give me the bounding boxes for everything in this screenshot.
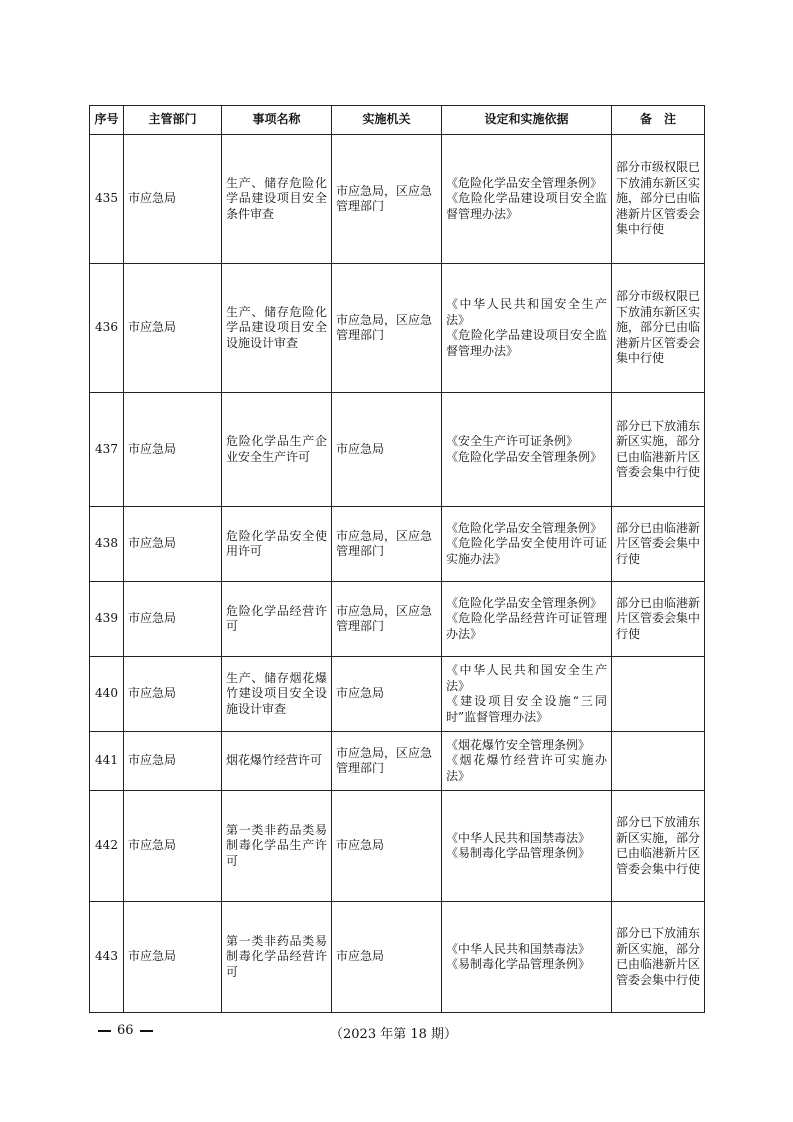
note-cell: [612, 657, 705, 732]
table-row: [90, 657, 705, 732]
org-cell: 市应急局: [332, 791, 442, 902]
basis-line: 《安全生产许可证条例》: [446, 434, 579, 448]
row-number: 438: [90, 507, 124, 582]
item-name-cell: 生产、储存危险化学品建设项目安全设施设计审查: [222, 264, 332, 393]
basis-line: 《危险化学品安全管理条例》: [446, 449, 603, 464]
note-cell: [612, 732, 705, 791]
dept-cell: 市应急局: [124, 393, 222, 507]
basis-line: 《中华人民共和国安全生产法》: [446, 663, 607, 693]
dept-cell: 市应急局: [124, 264, 222, 393]
note-cell: 部分市级权限已下放浦东新区实施，部分已由临港新片区管委会集中行使: [612, 135, 705, 264]
table-row: [90, 791, 705, 902]
table-row: [90, 902, 705, 1013]
org-cell: 市应急局，区应急管理部门: [332, 507, 442, 582]
basis-cell: [442, 732, 612, 791]
basis-line: 《危险化学品建设项目安全监督管理办法》: [446, 191, 607, 221]
basis-line: 《中华人民共和国禁毒法》: [446, 941, 591, 956]
note-cell: 部分市级权限已下放浦东新区实施，部分已由临港新片区管委会集中行使: [612, 264, 705, 393]
dept-cell: 市应急局: [124, 791, 222, 902]
header-org: 实施机关: [332, 106, 442, 135]
basis-cell: [442, 902, 612, 1013]
note-cell: 部分已下放浦东新区实施，部分已由临港新片区管委会集中行使: [612, 791, 705, 902]
org-cell: 市应急局: [332, 657, 442, 732]
page-number: [92, 1023, 159, 1038]
basis-line: 《危险化学品安全管理条例》: [446, 520, 603, 535]
basis-line: 《中华人民共和国禁毒法》: [446, 830, 591, 845]
dept-cell: 市应急局: [124, 902, 222, 1013]
basis-line: 《烟花爆竹经营许可实施办法》: [446, 753, 607, 783]
item-name-cell: 生产、储存危险化学品建设项目安全条件审查: [222, 135, 332, 264]
basis-cell: [442, 507, 612, 582]
basis-cell: [442, 264, 612, 393]
note-cell: 部分已由临港新片区管委会集中行使: [612, 507, 705, 582]
dept-cell: 市应急局: [124, 507, 222, 582]
row-number: 435: [90, 135, 124, 264]
basis-line: 《危险化学品安全管理条例》: [446, 175, 603, 190]
basis-line: 《易制毒化学品管理条例》: [446, 957, 591, 971]
header-basis: 设定和实施依据: [442, 106, 612, 135]
dept-cell: 市应急局: [124, 657, 222, 732]
dept-cell: 市应急局: [124, 732, 222, 791]
row-number: 441: [90, 732, 124, 791]
row-number: 442: [90, 791, 124, 902]
dash-right: [140, 1030, 153, 1032]
org-cell: 市应急局，区应急管理部门: [332, 135, 442, 264]
header-name: 事项名称: [222, 106, 332, 135]
table-row: [90, 582, 705, 657]
row-number: 443: [90, 902, 124, 1013]
note-cell: 部分已由临港新片区管委会集中行使: [612, 582, 705, 657]
basis-cell: [442, 135, 612, 264]
basis-line: 《危险化学品安全管理条例》: [446, 595, 603, 610]
item-name-cell: 危险化学品生产企业安全生产许可: [222, 393, 332, 507]
org-cell: 市应急局，区应急管理部门: [332, 732, 442, 791]
basis-line: 《危险化学品经营许可证管理办法》: [446, 611, 607, 641]
table-header-row: [90, 106, 705, 135]
table-row: [90, 393, 705, 507]
basis-line: 《建设项目安全设施“三同时”监督管理办法》: [446, 694, 607, 724]
basis-cell: [442, 791, 612, 902]
header-no: 序号: [90, 106, 124, 135]
header-dept: 主管部门: [124, 106, 222, 135]
table-row: [90, 135, 705, 264]
header-note: 备 注: [612, 106, 705, 135]
note-cell: 部分已下放浦东新区实施，部分已由临港新片区管委会集中行使: [612, 902, 705, 1013]
issue-label: （2023 年第 18 期）: [330, 1027, 458, 1042]
org-cell: 市应急局: [332, 393, 442, 507]
items-table: [89, 105, 705, 1013]
basis-cell: [442, 393, 612, 507]
page-number-text: 66: [117, 1023, 134, 1038]
item-name-cell: 生产、储存烟花爆竹建设项目安全设施设计审查: [222, 657, 332, 732]
org-cell: 市应急局，区应急管理部门: [332, 582, 442, 657]
row-number: 437: [90, 393, 124, 507]
item-name-cell: 烟花爆竹经营许可: [222, 732, 332, 791]
table-row: [90, 264, 705, 393]
row-number: 439: [90, 582, 124, 657]
basis-line: 《危险化学品建设项目安全监督管理办法》: [446, 328, 607, 358]
item-name-cell: 第一类非药品类易制毒化学品经营许可: [222, 902, 332, 1013]
item-name-cell: 危险化学品安全使用许可: [222, 507, 332, 582]
basis-cell: [442, 657, 612, 732]
table-body: [90, 135, 705, 1013]
note-cell: 部分已下放浦东新区实施，部分已由临港新片区管委会集中行使: [612, 393, 705, 507]
table-row: [90, 732, 705, 791]
org-cell: 市应急局: [332, 902, 442, 1013]
basis-line: 《危险化学品安全使用许可证实施办法》: [446, 536, 607, 566]
row-number: 440: [90, 657, 124, 732]
basis-cell: [442, 582, 612, 657]
dept-cell: 市应急局: [124, 135, 222, 264]
basis-line: 《易制毒化学品管理条例》: [446, 846, 591, 860]
org-cell: 市应急局，区应急管理部门: [332, 264, 442, 393]
item-name-cell: 第一类非药品类易制毒化学品生产许可: [222, 791, 332, 902]
table-row: [90, 507, 705, 582]
basis-line: 《中华人民共和国安全生产法》: [446, 297, 607, 327]
dept-cell: 市应急局: [124, 582, 222, 657]
row-number: 436: [90, 264, 124, 393]
dash-left: [98, 1030, 111, 1032]
item-name-cell: 危险化学品经营许可: [222, 582, 332, 657]
basis-line: 《烟花爆竹安全管理条例》: [446, 737, 591, 752]
